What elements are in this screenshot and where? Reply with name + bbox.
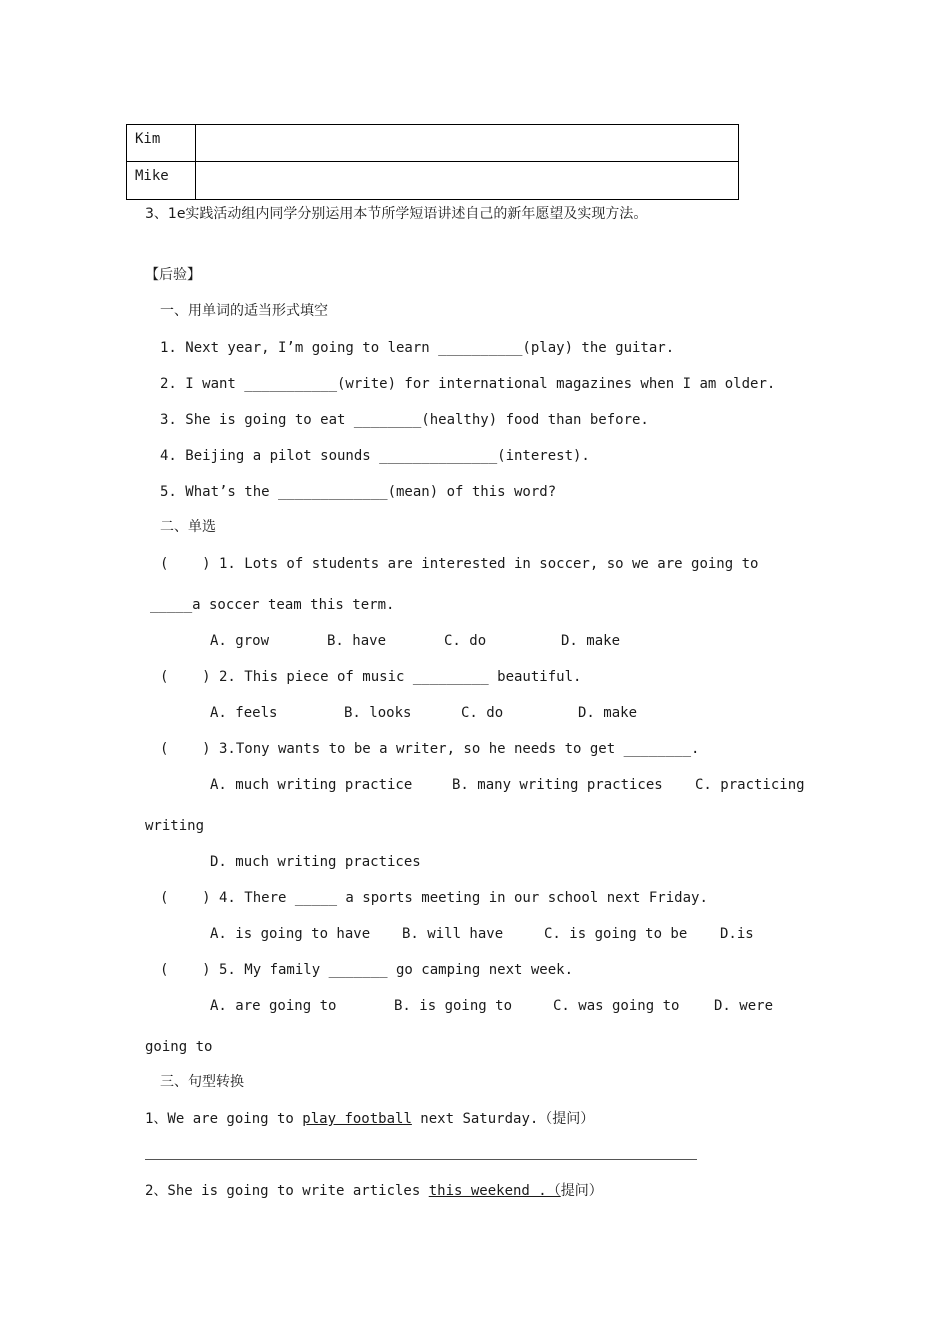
mc-q3-option-c[interactable]: C. practicing	[695, 777, 805, 793]
fill-item-5: 5. What’s the _____________(mean) of this word?	[160, 484, 557, 500]
underlined-phrase: this weekend .（	[428, 1183, 561, 1199]
mc-q5-option-a[interactable]: A. are going to	[210, 998, 337, 1014]
mc-q5-stem: ( ) 5. My family _______ go camping next week.	[160, 962, 574, 978]
mc-q1-option-c[interactable]: C. do	[444, 633, 487, 649]
mc-q5-option-b[interactable]: B. is going to	[394, 998, 513, 1014]
mc-q5-option-d[interactable]: D. were	[714, 998, 774, 1014]
transform-sentence-1	[145, 1110, 594, 1128]
table-name-cell: Mike	[127, 162, 196, 200]
transform-sentence-2	[145, 1182, 603, 1200]
mc-q2-option-d[interactable]: D. make	[578, 705, 638, 721]
mc-q1-stem: ( ) 1. Lots of students are interested in soccer, so we are going to	[160, 556, 759, 572]
mc-q2-stem: ( ) 2. This piece of music _________ beautiful.	[160, 669, 582, 685]
sentence-text: 1、We are going to	[145, 1111, 303, 1127]
fill-item-1: 1. Next year, I’m going to learn __________(play) the guitar.	[160, 340, 675, 356]
sentence-text: next Saturday.（提问）	[411, 1111, 595, 1127]
table-name-cell: Kim	[127, 125, 196, 162]
mc-q3-option-d[interactable]: D. much writing practices	[210, 854, 421, 870]
table-answer-cell[interactable]	[196, 125, 739, 162]
mc-q5-cont: going to	[145, 1039, 213, 1055]
mc-q3-cont: writing	[145, 818, 205, 834]
part1-heading: 一、用单词的适当形式填空	[160, 303, 328, 319]
part3-heading: 三、句型转换	[160, 1074, 244, 1090]
mc-q1-option-a[interactable]: A. grow	[210, 633, 270, 649]
mc-q4-option-a[interactable]: A. is going to have	[210, 926, 371, 942]
name-table	[126, 124, 739, 200]
mc-q2-option-b[interactable]: B. looks	[344, 705, 412, 721]
mc-q1-option-b[interactable]: B. have	[327, 633, 387, 649]
answer-line[interactable]	[145, 1159, 697, 1160]
mc-q4-stem: ( ) 4. There _____ a sports meeting in our school next Friday.	[160, 890, 708, 906]
mc-q1-option-d[interactable]: D. make	[561, 633, 621, 649]
underlined-phrase: play football	[302, 1111, 412, 1127]
mc-q4-option-d[interactable]: D.is	[720, 926, 754, 942]
table-answer-cell[interactable]	[196, 162, 739, 200]
fill-item-4: 4. Beijing a pilot sounds ______________(interest).	[160, 448, 590, 464]
mc-q1-cont: _____a soccer team this term.	[150, 597, 395, 613]
sentence-text: 2、She is going to write articles	[145, 1183, 429, 1199]
mc-q5-option-c[interactable]: C. was going to	[553, 998, 680, 1014]
mc-q3-stem: ( ) 3.Tony wants to be a writer, so he needs to get ________.	[160, 741, 700, 757]
sentence-text: 提问）	[560, 1183, 603, 1199]
fill-item-3: 3. She is going to eat ________(healthy) food than before.	[160, 412, 649, 428]
mc-q3-option-a[interactable]: A. much writing practice	[210, 777, 413, 793]
mc-q4-option-c[interactable]: C. is going to be	[544, 926, 688, 942]
fill-item-2: 2. I want ___________(write) for international magazines when I am older.	[160, 376, 776, 392]
mc-q2-option-c[interactable]: C. do	[461, 705, 504, 721]
task-3: 3、1e实践活动组内同学分别运用本节所学短语讲述自己的新年愿望及实现方法。	[145, 206, 648, 222]
part2-heading: 二、单选	[160, 519, 216, 535]
mc-q2-option-a[interactable]: A. feels	[210, 705, 278, 721]
mc-q3-option-b[interactable]: B. many writing practices	[452, 777, 663, 793]
section-title: 【后验】	[145, 267, 201, 283]
mc-q4-option-b[interactable]: B. will have	[402, 926, 504, 942]
